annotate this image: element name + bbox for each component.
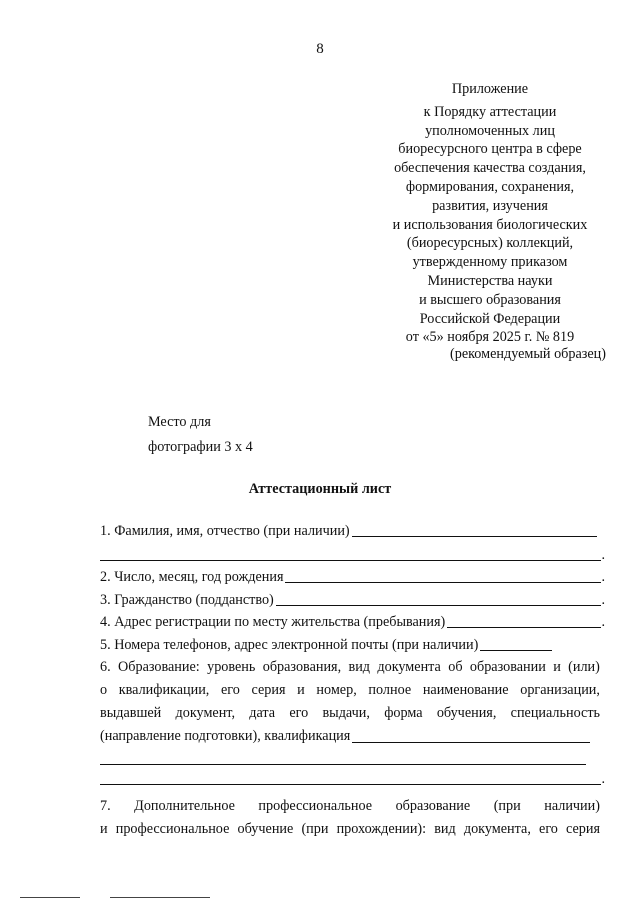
word: образовании	[469, 659, 546, 675]
word: номер,	[316, 682, 357, 698]
field-end-dot: .	[601, 547, 605, 563]
appendix-line: развития, изучения	[432, 197, 548, 214]
word: (при	[493, 798, 521, 814]
word: форма	[384, 705, 423, 721]
appendix-line: к Порядку аттестации	[423, 103, 557, 120]
word: Дополнительное	[134, 798, 235, 814]
fill-line	[100, 784, 601, 785]
field-contacts	[100, 637, 605, 654]
field-label: 2. Число, месяц, год рождения	[100, 569, 284, 585]
field-registration-address	[100, 614, 605, 631]
word: выдавшей	[100, 705, 162, 721]
photo-label-line1: Место для	[148, 414, 211, 430]
field-full-name-continuation	[100, 547, 605, 564]
appendix-line: Российской Федерации	[419, 310, 561, 327]
fill-line	[276, 605, 602, 606]
field-education-continuation	[100, 771, 605, 788]
paragraph-line	[100, 725, 600, 748]
word: организации,	[520, 682, 600, 698]
word: квалификации,	[118, 682, 210, 698]
form-title: Аттестационный лист	[248, 481, 392, 497]
word: документа	[377, 659, 441, 675]
word: (при	[301, 821, 329, 837]
field-full-name	[100, 523, 597, 540]
paragraph-line	[100, 795, 600, 818]
word: его	[289, 705, 309, 721]
word: документ,	[175, 705, 235, 721]
word: его	[539, 821, 558, 837]
paragraph-line	[100, 656, 600, 679]
appendix-line: утвержденному приказом	[412, 254, 568, 271]
field-end-dot: .	[601, 592, 605, 608]
appendix-line: (биоресурсных) коллекций,	[406, 235, 574, 252]
word: прохождении):	[336, 821, 427, 837]
word: наименование	[422, 682, 509, 698]
appendix-line: обеспечения качества создания,	[394, 160, 586, 177]
appendix-heading: Приложение	[451, 81, 529, 97]
word: специальность	[510, 705, 600, 721]
word: выдачи,	[322, 705, 370, 721]
word: профессиональное	[115, 821, 230, 837]
word: его	[221, 682, 240, 698]
word: обучения,	[436, 705, 497, 721]
fill-line	[285, 582, 601, 583]
appendix-line: биоресурсного центра в сфере	[398, 141, 582, 158]
word: профессиональное	[258, 798, 373, 814]
word: и	[100, 821, 108, 837]
appendix-line: Министерства науки	[427, 272, 553, 289]
photo-placeholder	[148, 410, 253, 460]
word: образования,	[262, 659, 342, 675]
word: серия	[566, 821, 600, 837]
word: образование	[395, 798, 471, 814]
paragraph-line	[100, 818, 600, 841]
field-end-dot: .	[601, 569, 605, 585]
field-education	[100, 656, 600, 748]
word: вид	[434, 821, 456, 837]
word: серия	[251, 682, 286, 698]
field-label: 3. Гражданство (подданство)	[100, 592, 274, 608]
word: полное	[368, 682, 412, 698]
field-label: 1. Фамилия, имя, отчество (при наличии)	[100, 523, 350, 539]
appendix-line: и использования биологических	[392, 216, 588, 233]
page-number: 8	[316, 41, 324, 57]
appendix-header	[370, 80, 610, 347]
word: и	[553, 659, 561, 675]
word: дата	[249, 705, 276, 721]
word: о	[100, 682, 108, 698]
appendix-line: формирования, сохранения,	[405, 178, 575, 195]
field-birth-date	[100, 569, 605, 586]
paragraph-line	[100, 702, 600, 725]
word: (или)	[568, 659, 600, 675]
appendix-line: и высшего образования	[419, 291, 561, 308]
field-label: 5. Номера телефонов, адрес электронной почты (при наличии)	[100, 637, 479, 653]
field-end-dot: .	[601, 614, 605, 630]
word: уровень	[207, 659, 256, 675]
scan-artifact	[20, 897, 80, 898]
sample-note: (рекомендуемый образец)	[450, 346, 606, 362]
field-additional-education	[100, 795, 600, 841]
word: об	[448, 659, 463, 675]
photo-label-line2: фотографии 3 х 4	[148, 439, 253, 455]
appendix-line: уполномоченных лиц	[425, 122, 555, 139]
word: 6.	[100, 659, 111, 675]
scan-artifact	[110, 897, 210, 898]
fill-line	[100, 560, 601, 561]
word: обучение	[237, 821, 294, 837]
word: Образование:	[118, 659, 200, 675]
fill-line	[352, 536, 597, 537]
fill-line	[480, 650, 552, 651]
fill-line	[447, 627, 601, 628]
word: документа,	[463, 821, 531, 837]
fill-line	[100, 764, 586, 765]
field-label: (направление подготовки), квалификация	[100, 728, 351, 744]
word: 7.	[100, 798, 111, 814]
field-label: 4. Адрес регистрации по месту жительства (пребывания)	[100, 614, 446, 630]
word: вид	[348, 659, 371, 675]
word: и	[297, 682, 305, 698]
appendix-line: от «5» ноября 2025 г. № 819	[405, 329, 575, 346]
field-end-dot: .	[601, 771, 605, 787]
paragraph-line	[100, 679, 600, 702]
word: наличии)	[544, 798, 600, 814]
fill-line	[352, 725, 590, 743]
field-citizenship	[100, 592, 605, 609]
